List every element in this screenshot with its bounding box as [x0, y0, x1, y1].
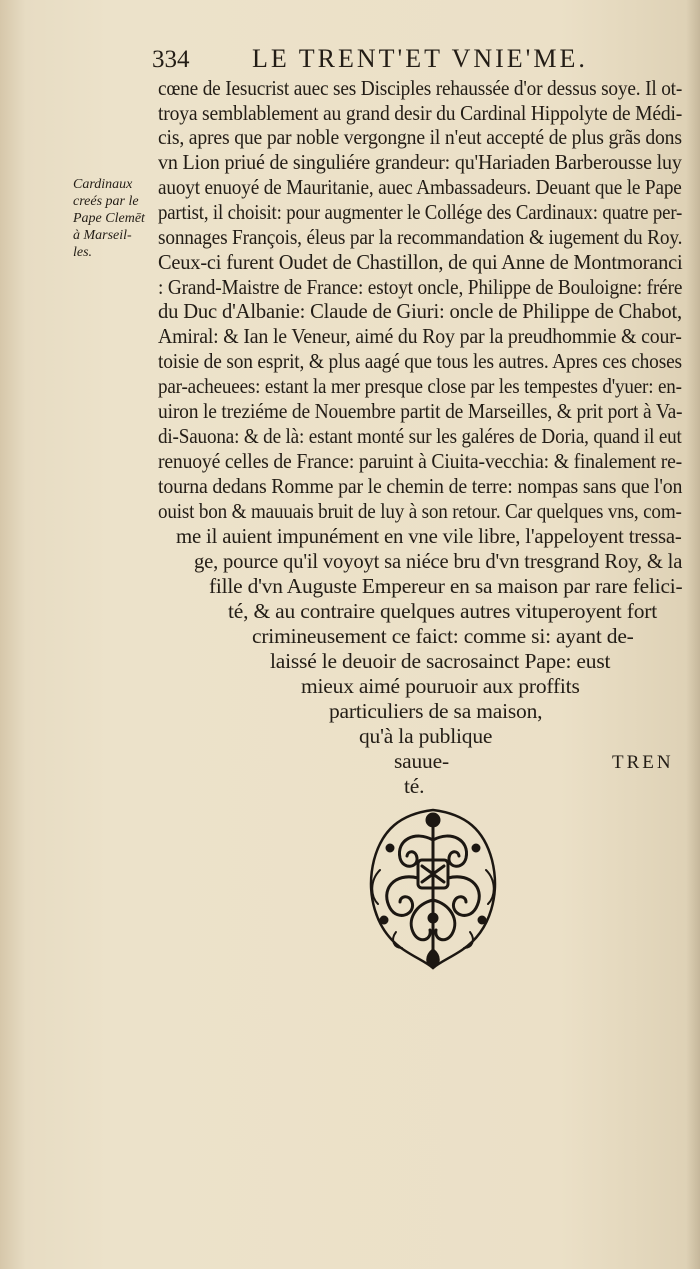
margin-note-line: à Marseil- [73, 228, 132, 243]
text-line: cœne de Iesucrist auec ses Disciples rehaussée d'or dessus soye. Il ot- [158, 76, 683, 100]
text-line: partist, il choisit: pour augmenter le Collége des Cardinaux: quatre per- [158, 200, 683, 224]
text-line: Ceux-ci furent Oudet de Chastillon, de qui Anne de Montmoranci [158, 250, 683, 274]
text-line: tourna dedans Romme par le chemin de terre: nompas sans que l'on [158, 474, 683, 498]
text-line: di-Sauona: & de là: estant monté sur les galéres de Doria, quand il eut [158, 424, 682, 448]
text-line: mieux aimé pouruoir aux proffits [301, 674, 580, 698]
text-line: laissé le deuoir de sacrosainct Pape: eust [270, 649, 611, 673]
text-line: : Grand-Maistre de France: estoyt oncle, Philippe de Bouloigne: frére [158, 275, 683, 299]
text-line: ouist bon & mauuais bruit de luy à son retour. Car quelques vns, com- [158, 499, 682, 523]
fleuron-ornament-icon [360, 800, 506, 974]
text-line: par-acheuees: estant la mer presque close par les tempestes d'yuer: en- [158, 374, 682, 398]
text-line: toisie de son esprit, & plus aagé que tous les autres. Apres ces choses [158, 349, 682, 373]
margin-note-line: Pape Clemēt [73, 211, 145, 226]
text-line: particuliers de sa maison, [329, 699, 543, 723]
margin-note [73, 176, 153, 261]
text-line: uiron le treziéme de Nouembre partit de Marseilles, & prit port à Va- [158, 399, 683, 423]
text-line: cis, apres que par noble vergongne il n'eut accepté de plus grãs dons [158, 125, 682, 149]
text-line: Amiral: & Ian le Veneur, aimé du Roy par la preudhommie & cour- [158, 324, 682, 348]
page-number: 334 [152, 46, 190, 73]
text-line: du Duc d'Albanie: Claude de Giuri: oncle de Philippe de Chabot, [158, 299, 682, 323]
margin-note-line: les. [73, 245, 93, 260]
text-line: sauue- [394, 749, 449, 773]
text-line: té, & au contraire quelques autres vituperoyent fort [228, 599, 657, 623]
text-line: fille d'vn Auguste Empereur en sa maison par rare felici- [209, 574, 683, 598]
margin-note-line: creés par le [73, 194, 139, 209]
text-line: qu'à la publique [359, 724, 493, 748]
text-line: troya semblablement au grand desir du Cardinal Hippolyte de Médi- [158, 101, 683, 125]
catchword: TREN [612, 752, 674, 773]
text-line: renuoyé celles de France: paruint à Ciuita-vecchia: & finalement re- [158, 449, 683, 473]
page-edge-shadow [686, 0, 700, 1269]
text-line: vn Lion priué de singuliére grandeur: qu'Hariaden Barberousse luy [158, 150, 682, 174]
text-line: ge, pource qu'il voyoyt sa niéce bru d'vn tresgrand Roy, & la [194, 549, 683, 573]
text-line: auoyt enuoyé de Mauritanie, auec Ambassadeurs. Deuant que le Pape [158, 175, 682, 199]
text-line: té. [404, 774, 425, 798]
margin-note-line: Cardinaux [73, 177, 133, 192]
text-line: me il auient impunément en vne vile libre, l'appeloyent tressa- [176, 524, 682, 548]
text-line: sonnages François, éleus par la recommandation & iugement du Roy. [158, 225, 683, 249]
running-title: LE TRENT'ET VNIE'ME. [252, 44, 588, 73]
text-line: crimineusement ce faict: comme si: ayant de- [252, 624, 634, 648]
